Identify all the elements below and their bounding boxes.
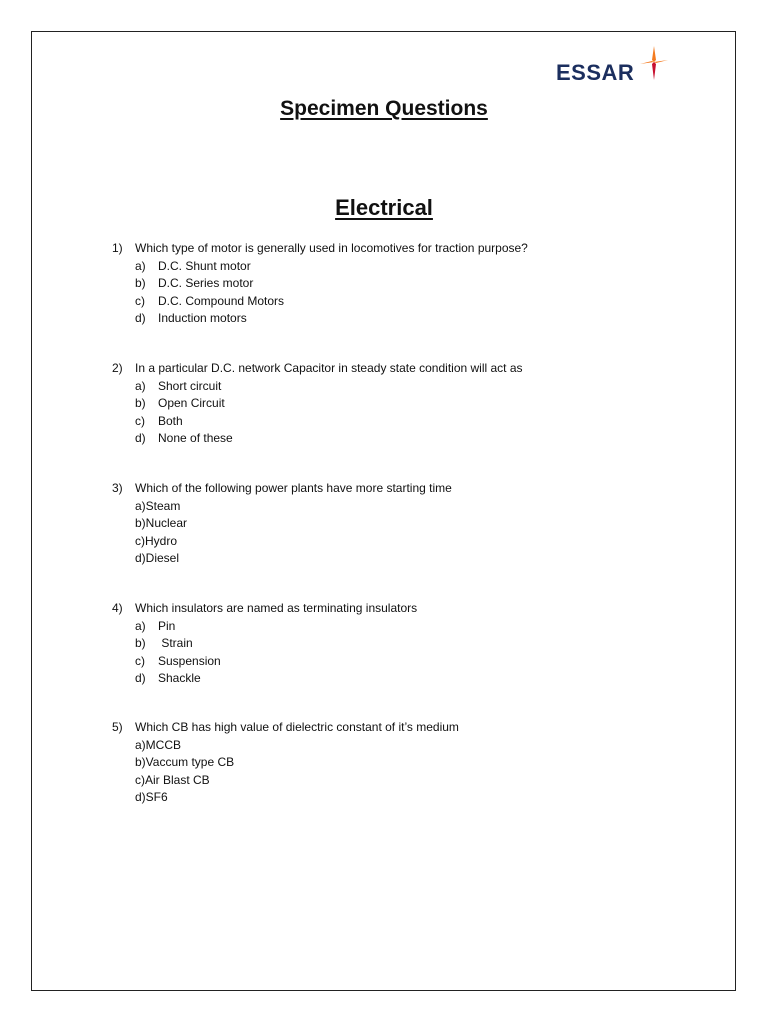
- question-text: Which of the following power plants have more starting time: [135, 481, 452, 495]
- question-number: 1): [112, 241, 123, 255]
- question-number: 4): [112, 601, 123, 615]
- section-title: Electrical: [335, 195, 433, 220]
- option-d: d) Induction motors: [135, 311, 247, 325]
- question-5: [112, 719, 712, 807]
- option-d: d)Diesel: [135, 551, 180, 565]
- option-a: a)Steam: [135, 498, 181, 513]
- option-b: b)Nuclear: [135, 516, 188, 530]
- option-c: c)Air Blast CB: [135, 772, 210, 787]
- option-a: a) D.C. Shunt motor: [135, 258, 251, 273]
- question-number: 2): [112, 361, 123, 375]
- logo-wordmark: ESSAR: [556, 60, 635, 85]
- question-number: 5): [112, 720, 123, 734]
- question-text: Which insulators are named as terminating insulators: [135, 601, 418, 615]
- option-list: [112, 258, 712, 328]
- option-list: [112, 737, 712, 807]
- option-d: d) Shackle: [135, 671, 201, 685]
- option-a: a) Pin: [135, 618, 176, 633]
- question-4: [112, 600, 712, 688]
- option-b: b) Open Circuit: [135, 396, 225, 410]
- option-c: c)Hydro: [135, 533, 178, 548]
- option-b: b)Vaccum type CB: [135, 755, 235, 769]
- question-3: [112, 480, 712, 568]
- essar-logo: [556, 46, 674, 92]
- question-2: [112, 360, 712, 448]
- option-list: [112, 498, 712, 568]
- option-a: a) Short circuit: [135, 378, 222, 393]
- option-b: b) Strain: [135, 636, 193, 650]
- option-c: c) Suspension: [135, 653, 221, 668]
- document-title: Specimen Questions: [280, 97, 488, 120]
- option-c: c) D.C. Compound Motors: [135, 293, 285, 308]
- question-1: [112, 240, 712, 328]
- option-a: a)MCCB: [135, 737, 182, 752]
- option-list: [112, 618, 712, 688]
- option-b: b) D.C. Series motor: [135, 276, 254, 290]
- option-d: d)SF6: [135, 790, 168, 804]
- option-d: d) None of these: [135, 431, 233, 445]
- question-text: In a particular D.C. network Capacitor in steady state condition will act as: [135, 361, 523, 375]
- option-list: [112, 378, 712, 448]
- question-text: Which type of motor is generally used in locomotives for traction purpose?: [135, 241, 528, 255]
- question-number: 3): [112, 481, 123, 495]
- option-c: c) Both: [135, 413, 183, 428]
- question-text: Which CB has high value of dielectric constant of it’s medium: [135, 720, 459, 734]
- logo-star-icon: [640, 46, 668, 80]
